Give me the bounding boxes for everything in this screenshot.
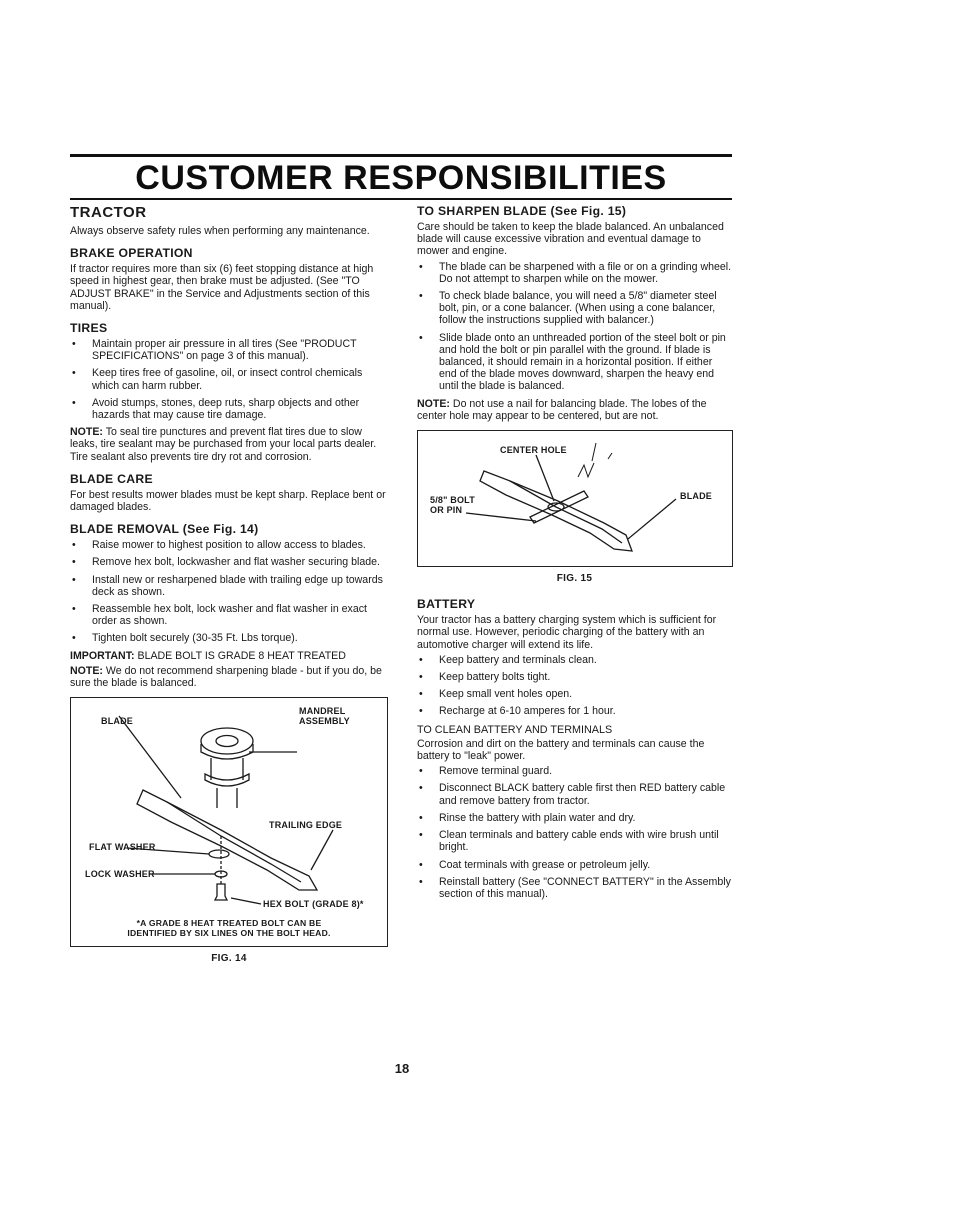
blade-care-heading: BLADE CARE bbox=[70, 471, 153, 486]
blade-removal-heading: BLADE REMOVAL (See Fig. 14) bbox=[70, 522, 259, 537]
list-item: • Maintain proper air pressure in all tires (See "PRODUCT SPECIFICATIONS" on page 3 of this manual). bbox=[70, 338, 388, 362]
list-item: • Remove terminal guard. bbox=[417, 765, 732, 777]
list-item: • Remove hex bolt, lockwasher and flat washer securing blade. bbox=[70, 556, 388, 568]
sharpen-blade-text: Care should be taken to keep the blade balanced. An unbalanced blade will cause excessive vibration and eventual damage to mower and engine. bbox=[417, 221, 724, 258]
note-label: NOTE: bbox=[70, 664, 103, 677]
note-text: We do not recommend sharpening blade - but if you do, be sure the blade is balanced. bbox=[70, 664, 382, 690]
list-item: • The blade can be sharpened with a file or on a grinding wheel. Do not attempt to sharpen while on the mower. bbox=[417, 261, 732, 285]
clean-battery-heading: TO CLEAN BATTERY AND TERMINALS bbox=[417, 723, 613, 736]
list-item: • Keep tires free of gasoline, oil, or insect control chemicals which can harm rubber. bbox=[70, 367, 388, 391]
list-item: • Reassemble hex bolt, lock washer and flat washer in exact order as shown. bbox=[70, 603, 388, 627]
mandrel-pulley bbox=[201, 728, 253, 754]
figure-15 bbox=[417, 430, 733, 567]
list-item: • Tighten bolt securely (30-35 Ft. Lbs torque). bbox=[70, 632, 388, 644]
page-title: CUSTOMER RESPONSIBILITIES bbox=[135, 159, 667, 197]
clean-battery-text: Corrosion and dirt on the battery and terminals can cause the battery to "leak" power. bbox=[417, 737, 705, 763]
list-item: • Rinse the battery with plain water and dry. bbox=[417, 812, 732, 824]
label-trailing-edge: TRAILING EDGE bbox=[269, 820, 343, 831]
list-item: • Clean terminals and battery cable ends with wire brush until bright. bbox=[417, 829, 732, 853]
list-item: • Disconnect BLACK battery cable first then RED battery cable and remove battery from tractor. bbox=[417, 782, 732, 806]
battery-heading: BATTERY bbox=[417, 597, 476, 612]
battery-list bbox=[417, 654, 732, 718]
important-text: BLADE BOLT IS GRADE 8 HEAT TREATED bbox=[137, 649, 346, 662]
list-item: • To check blade balance, you will need a 5/8" diameter steel bolt, pin, or a cone balancer. (When using a cone balancer, follow the instructions supplied with balancer.) bbox=[417, 290, 732, 327]
list-item: • Keep small vent holes open. bbox=[417, 688, 732, 700]
tires-heading: TIRES bbox=[70, 321, 108, 336]
list-item: • Recharge at 6-10 amperes for 1 hour. bbox=[417, 705, 732, 717]
label-hex-bolt: HEX BOLT (GRADE 8)* bbox=[263, 899, 364, 910]
label-lock-washer: LOCK WASHER bbox=[85, 869, 155, 880]
title-rule-top bbox=[70, 154, 732, 157]
figure-14-caption: FIG. 14 bbox=[211, 953, 247, 965]
note-text: Do not use a nail for balancing blade. The lobes of the center hole may appear to be centered, but are not. bbox=[417, 397, 707, 422]
important-label: IMPORTANT: bbox=[70, 649, 135, 662]
sharpen-blade-heading: TO SHARPEN BLADE (See Fig. 15) bbox=[417, 204, 627, 218]
label-balance-blade: BLADE bbox=[680, 491, 712, 502]
list-item: • Reinstall battery (See "CONNECT BATTERY" in the Assembly section of this manual). bbox=[417, 876, 732, 900]
tires-note bbox=[70, 426, 388, 463]
flat-washer-shape bbox=[209, 850, 229, 858]
brake-operation-text: If tractor requires more than six (6) feet stopping distance at high speed in highest gear, then brake must be adjusted. (See "TO ADJUST BRAKE" in the Service and Adjustments section of this manual). bbox=[70, 263, 374, 312]
note-text: To seal tire punctures and prevent flat tires due to slow leaks, tire sealant may be purchased from your local parts dealer. Tire sealant also prevents tire dry rot and corrosion. bbox=[70, 426, 377, 463]
list-item: • Avoid stumps, stones, deep ruts, sharp objects and other hazards that may cause tire damage. bbox=[70, 397, 388, 421]
page-number: 18 bbox=[394, 1061, 410, 1076]
tractor-intro: Always observe safety rules when performing any maintenance. bbox=[70, 225, 370, 237]
blade-care-text: For best results mower blades must be kept sharp. Replace bent or damaged blades. bbox=[70, 488, 386, 514]
clean-battery-list bbox=[417, 765, 732, 900]
label-blade: BLADE bbox=[101, 716, 133, 727]
label-bolt-or-pin: 5/8" BOLT OR PIN bbox=[430, 495, 475, 516]
left-column bbox=[70, 204, 388, 965]
label-flat-washer: FLAT WASHER bbox=[89, 842, 156, 853]
bolt-footnote: *A GRADE 8 HEAT TREATED BOLT CAN BE IDENTIFIED BY SIX LINES ON THE BOLT HEAD. bbox=[127, 918, 331, 939]
list-item: • Coat terminals with grease or petroleum jelly. bbox=[417, 859, 732, 871]
label-mandrel-assembly: MANDREL ASSEMBLY bbox=[299, 706, 350, 727]
hex-bolt-shape bbox=[215, 884, 227, 900]
note-label: NOTE: bbox=[70, 426, 103, 439]
list-item: • Keep battery bolts tight. bbox=[417, 671, 732, 683]
right-column bbox=[417, 204, 732, 905]
tractor-heading: TRACTOR bbox=[70, 204, 147, 221]
tires-list bbox=[70, 338, 388, 421]
list-item: • Slide blade onto an unthreaded portion of the steel bolt or pin and hold the bolt or pin parallel with the ground. If blade is balanced, it should remain in a horizontal position. If either end of the blade moves downward, sharpen the heavy end until the blade is balanced. bbox=[417, 332, 732, 393]
figure-14 bbox=[70, 697, 388, 947]
blade-removal-list bbox=[70, 539, 388, 644]
note-label: NOTE: bbox=[417, 397, 450, 410]
title-rule-bottom bbox=[70, 198, 732, 200]
list-item: • Raise mower to highest position to allow access to blades. bbox=[70, 539, 388, 551]
important-note bbox=[70, 650, 388, 662]
list-item: • Keep battery and terminals clean. bbox=[417, 654, 732, 666]
sharpen-list bbox=[417, 261, 732, 393]
brake-operation-heading: BRAKE OPERATION bbox=[70, 246, 193, 261]
list-item: • Install new or resharpened blade with trailing edge up towards deck as shown. bbox=[70, 574, 388, 598]
label-center-hole: CENTER HOLE bbox=[500, 445, 567, 456]
sharpening-note bbox=[70, 665, 388, 689]
figure-15-caption: FIG. 15 bbox=[556, 573, 593, 585]
balancing-note bbox=[417, 398, 732, 422]
battery-text: Your tractor has a battery charging system which is sufficient for normal use. However, periodic charging of the battery with an automotive charger will extend its life. bbox=[417, 614, 717, 651]
